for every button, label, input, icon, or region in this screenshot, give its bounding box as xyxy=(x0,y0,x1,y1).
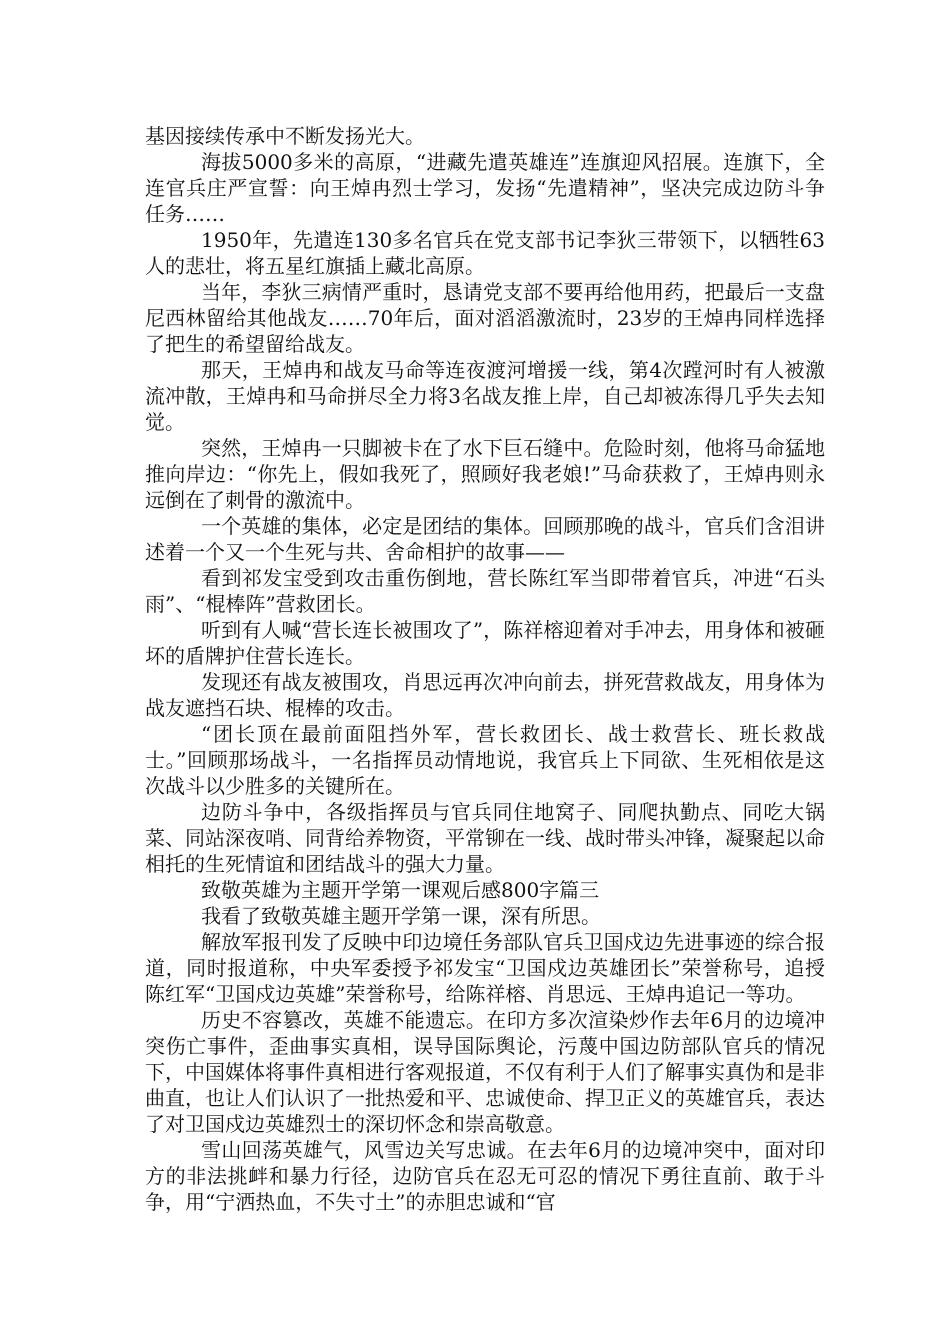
paragraph: 致敬英雄为主题开学第一课观后感800字篇三 xyxy=(201,878,600,902)
paragraph: 听到有人喊“营长连长被围攻了”，陈祥榕迎着对手冲去，用身体和被砸坏的盾牌护住营长连长。 xyxy=(145,618,825,668)
paragraph: 看到祁发宝受到攻击重伤倒地，营长陈红军当即带着官兵，冲进“石头雨”、“棍棒阵”营救团长。 xyxy=(145,566,825,616)
paragraph: 1950年，先遣连130多名官兵在党支部书记李狄三带领下，以牺牲63人的悲壮，将五星红旗插上藏北高原。 xyxy=(145,228,825,278)
paragraph: 基因接续传承中不断发扬光大。 xyxy=(145,124,425,148)
paragraph: 雪山回荡英雄气，风雪边关写忠诚。在去年6月的边境冲突中，面对印方的非法挑衅和暴力行径，边防官兵在忍无可忍的情况下勇往直前、敢于斗争，用“宁洒热血，不失寸土”的赤胆忠诚和“官 xyxy=(145,1138,825,1214)
paragraph: 边防斗争中，各级指挥员与官兵同住地窝子、同爬执勤点、同吃大锅菜、同站深夜哨、同背给养物资，平常铆在一线、战时带头冲锋，凝聚起以命相托的生死情谊和团结战斗的强大力量。 xyxy=(145,800,825,876)
paragraph: 当年，李狄三病情严重时，恳请党支部不要再给他用药，把最后一支盘尼西林留给其他战友……70年后，面对滔滔激流时，23岁的王焯冉同样选择了把生的希望留给战友。 xyxy=(145,280,825,356)
paragraph: 突然，王焯冉一只脚被卡在了水下巨石缝中。危险时刻，他将马命猛地推向岸边：“你先上，假如我死了，照顾好我老娘!”马命获救了，王焯冉则永远倒在了刺骨的激流中。 xyxy=(145,436,825,512)
paragraph: 那天，王焯冉和战友马命等连夜渡河增援一线，第4次蹚河时有人被激流冲散，王焯冉和马命拼尽全力将3名战友推上岸，自己却被冻得几乎失去知觉。 xyxy=(145,358,825,434)
document-body xyxy=(145,123,825,1215)
paragraph: 一个英雄的集体，必定是团结的集体。回顾那晚的战斗，官兵们含泪讲述着一个又一个生死与共、舍命相护的故事—— xyxy=(145,514,825,564)
paragraph: 解放军报刊发了反映中印边境任务部队官兵卫国戍边先进事迹的综合报道，同时报道称，中央军委授予祁发宝“卫国戍边英雄团长”荣誉称号，追授陈红军“卫国戍边英雄”荣誉称号，给陈祥榕、肖思远、王焯冉追记一等功。 xyxy=(145,930,825,1006)
paragraph: 我看了致敬英雄主题开学第一课，深有所思。 xyxy=(201,904,601,928)
paragraph: “团长顶在最前面阻挡外军，营长救团长、战士救营长、班长救战士。”回顾那场战斗，一名指挥员动情地说，我官兵上下同欲、生死相依是这次战斗以少胜多的关键所在。 xyxy=(145,722,825,798)
paragraph: 海拔5000多米的高原，“进藏先遣英雄连”连旗迎风招展。连旗下，全连官兵庄严宣誓：向王焯冉烈士学习，发扬“先遣精神”，坚决完成边防斗争任务…… xyxy=(145,150,825,226)
paragraph: 历史不容篡改，英雄不能遗忘。在印方多次渲染炒作去年6月的边境冲突伤亡事件，歪曲事实真相，误导国际舆论，污蔑中国边防部队官兵的情况下，中国媒体将事件真相进行客观报道，不仅有利于人们了解事实真伪和是非曲直，也让人们认识了一批热爱和平、忠诚使命、捍卫正义的英雄官兵，表达了对卫国戍边英雄烈士的深切怀念和崇高敬意。 xyxy=(145,1008,825,1136)
paragraph: 发现还有战友被围攻，肖思远再次冲向前去，拼死营救战友，用身体为战友遮挡石块、棍棒的攻击。 xyxy=(145,670,825,720)
